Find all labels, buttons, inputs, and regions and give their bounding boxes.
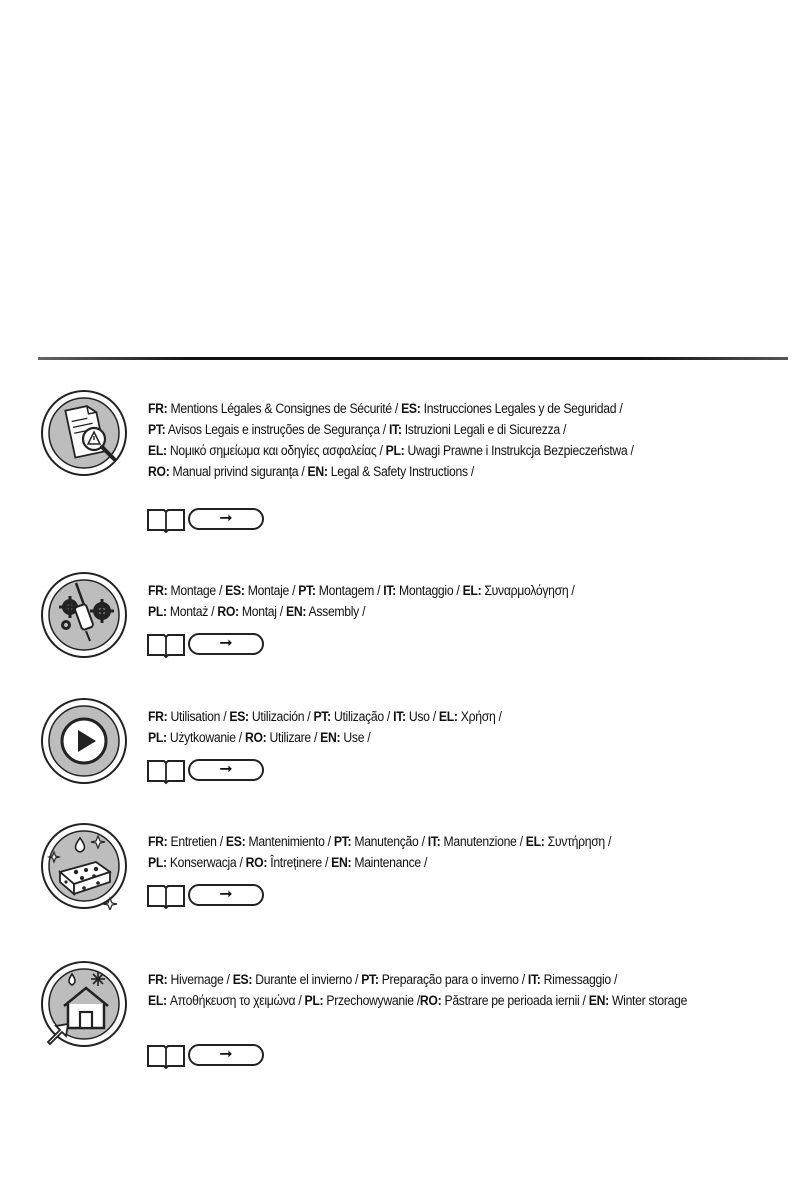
open-book-icon: [146, 631, 186, 659]
legal-document-warning-icon: [40, 389, 128, 477]
assembly-gears-screwdriver-icon: [40, 571, 128, 659]
section-use-text: [148, 707, 502, 749]
text-line: PT: Avisos Legais e instruções de Segurança / IT: Istruzioni Legali e di Sicurezza /: [148, 422, 567, 438]
text-line: PL: Użytkowanie / RO: Utilizare / EN: Use /: [148, 730, 371, 746]
arrow-icon: ➞: [219, 635, 233, 652]
text-line: EL: Νομικό σημείωμα και οδηγίες ασφαλείας / PL: Uwagi Prawne i Instrukcja Bezpieczeństwa /: [148, 443, 634, 459]
play-use-icon: [40, 697, 128, 785]
text-line: RO: Manual privind siguranța / EN: Legal & Safety Instructions /: [148, 464, 474, 480]
section-winter-storage-text: [148, 970, 687, 1012]
section-divider: [38, 357, 788, 360]
text-line: FR: Montage / ES: Montaje / PT: Montagem / IT: Montaggio / EL: Συναρμολόγηση /: [148, 583, 575, 599]
winter-storage-house-icon: [40, 960, 128, 1048]
text-line: FR: Mentions Légales & Consignes de Sécurité / ES: Instrucciones Legales y de Seguridad /: [148, 401, 623, 417]
page-number-pill[interactable]: [188, 1044, 264, 1066]
page-number-pill[interactable]: [188, 759, 264, 781]
text-line: PL: Konserwacja / RO: Întreținere / EN: Maintenance /: [148, 855, 428, 871]
page-reference[interactable]: [146, 631, 266, 659]
open-book-icon: [146, 882, 186, 910]
page-number-pill[interactable]: [188, 508, 264, 530]
open-book-icon: [146, 506, 186, 534]
arrow-icon: ➞: [219, 886, 233, 903]
text-line: FR: Utilisation / ES: Utilización / PT: Utilização / IT: Uso / EL: Χρήση /: [148, 709, 502, 725]
page-reference[interactable]: [146, 757, 266, 785]
arrow-icon: ➞: [219, 761, 233, 778]
arrow-icon: ➞: [219, 510, 233, 527]
text-line: EL: Αποθήκευση το χειμώνα / PL: Przechowywanie /RO: Păstrare pe perioada iernii / EN: Winter storage: [148, 993, 688, 1009]
section-maintenance-text: [148, 832, 611, 874]
text-line: FR: Entretien / ES: Mantenimiento / PT: Manutenção / IT: Manutenzione / EL: Συντήρηση /: [148, 834, 612, 850]
open-book-icon: [146, 1042, 186, 1070]
open-book-icon: [146, 757, 186, 785]
text-line: FR: Hivernage / ES: Durante el invierno / PT: Preparação para o inverno / IT: Rimessaggio /: [148, 972, 618, 988]
page-number-pill[interactable]: [188, 884, 264, 906]
page-reference[interactable]: [146, 506, 266, 534]
page-reference[interactable]: [146, 1042, 266, 1070]
page-number-pill[interactable]: [188, 633, 264, 655]
section-assembly-text: [148, 581, 575, 623]
maintenance-sponge-icon: [40, 822, 128, 910]
text-line: PL: Montaż / RO: Montaj / EN: Assembly /: [148, 604, 366, 620]
arrow-icon: ➞: [219, 1046, 233, 1063]
page-reference[interactable]: [146, 882, 266, 910]
section-legal-text: [148, 399, 634, 483]
